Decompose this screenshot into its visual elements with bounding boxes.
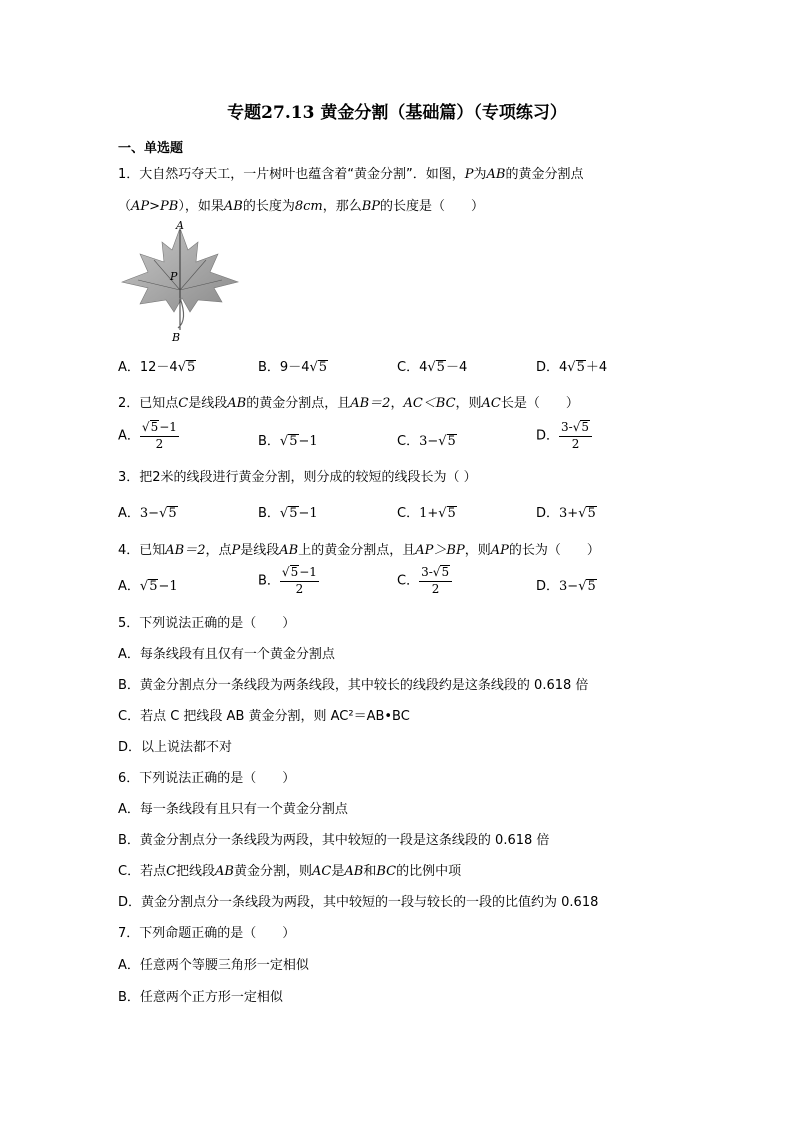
fraction: $\frac{3-√5}{2}$ xyxy=(419,565,452,597)
sqrt-5: √5 xyxy=(427,360,445,375)
q2-option-a[interactable]: A． $\frac{√5-1}{2}$ xyxy=(118,420,177,451)
q1-line-1: 1．大自然巧夺天工，一片树叶也蕴含着“黄金分割”．如图，P为AB的黄金分割点 xyxy=(118,167,584,182)
q5-option-c[interactable]: C．若点 C 把线段 AB 黄金分割，则 AC²＝AB•BC xyxy=(118,709,410,724)
q4-option-a[interactable]: A．√5−1 xyxy=(118,579,178,594)
maple-leaf-figure xyxy=(118,220,243,345)
q4-option-c[interactable]: C． $\frac{3-√5}{2}$ xyxy=(397,565,452,597)
q7-option-a[interactable]: A．任意两个等腰三角形一定相似 xyxy=(118,958,309,973)
q3-stem: 3．把2米的线段进行黄金分割，则分成的较短的线段长为（ ） xyxy=(118,470,477,485)
q6-option-a[interactable]: A．每一条线段有且只有一个黄金分割点 xyxy=(118,802,348,817)
q1-line-2: （AP>PB），如果AB的长度为8cm，那么BP的长度是（ ） xyxy=(118,199,485,214)
sqrt-5: √5 xyxy=(567,360,585,375)
fraction: $\frac{√5-1}{2}$ xyxy=(281,565,317,596)
q4-option-d[interactable]: D．3−√5 xyxy=(536,579,596,594)
q7-stem: 7．下列命题正确的是（ ） xyxy=(118,926,296,941)
q2-option-c[interactable]: C．3−√5 xyxy=(397,434,456,449)
q5-stem: 5．下列说法正确的是（ ） xyxy=(118,616,296,631)
q2-option-d[interactable]: D． $\frac{3-√5}{2}$ xyxy=(536,420,592,452)
q6-option-d[interactable]: D．黄金分割点分一条线段为两段，其中较短的一段与较长的一段的比值约为 0.618 xyxy=(118,895,599,910)
q4-stem: 4．已知AB＝2，点P是线段AB上的黄金分割点，且AP＞BP，则AP的长为（ ） xyxy=(118,543,600,558)
q2-stem: 2．已知点C是线段AB的黄金分割点，且AB＝2，AC＜BC，则AC长是（ ） xyxy=(118,396,579,411)
sqrt-5: √5 xyxy=(177,360,196,375)
q1-option-c[interactable]: C．4√5－4 xyxy=(397,360,468,375)
q6-option-b[interactable]: B．黄金分割点分一条线段为两段，其中较短的一段是这条线段的 0.618 倍 xyxy=(118,833,550,848)
q3-option-b[interactable]: B．√5−1 xyxy=(258,506,318,521)
q5-option-a[interactable]: A．每条线段有且仅有一个黄金分割点 xyxy=(118,647,335,662)
q1-option-b[interactable]: B．9－4√5 xyxy=(258,360,328,375)
q6-stem: 6．下列说法正确的是（ ） xyxy=(118,771,296,786)
q5-option-b[interactable]: B．黄金分割点分一条线段为两条线段，其中较长的线段约是这条线段的 0.618 倍 xyxy=(118,678,589,693)
fraction: $\frac{√5-1}{2}$ xyxy=(141,420,177,451)
q1-option-d[interactable]: D．4√5＋4 xyxy=(536,360,608,375)
q2-option-b[interactable]: B．√5−1 xyxy=(258,434,318,449)
q1-option-a[interactable]: A．12－4√5 xyxy=(118,360,196,375)
q6-option-c[interactable]: C．若点C把线段AB黄金分割，则AC是AB和BC的比例中项 xyxy=(118,864,462,879)
section-heading: 一、单选题 xyxy=(118,141,184,156)
page-title: 专题27.13 黄金分割（基础篇）（专项练习） xyxy=(227,103,567,123)
q3-option-c[interactable]: C．1+√5 xyxy=(397,506,456,521)
q3-option-a[interactable]: A．3−√5 xyxy=(118,506,177,521)
fig-label-a: A xyxy=(176,220,184,232)
fig-label-b: B xyxy=(172,331,181,344)
q5-option-d[interactable]: D．以上说法都不对 xyxy=(118,740,233,755)
fig-label-p: P xyxy=(170,270,178,283)
q3-option-d[interactable]: D．3+√5 xyxy=(536,506,596,521)
q7-option-b[interactable]: B．任意两个正方形一定相似 xyxy=(118,990,283,1005)
sqrt-5: √5 xyxy=(309,360,328,375)
fraction: $\frac{3-√5}{2}$ xyxy=(559,420,592,452)
q4-option-b[interactable]: B． $\frac{√5-1}{2}$ xyxy=(258,565,317,596)
